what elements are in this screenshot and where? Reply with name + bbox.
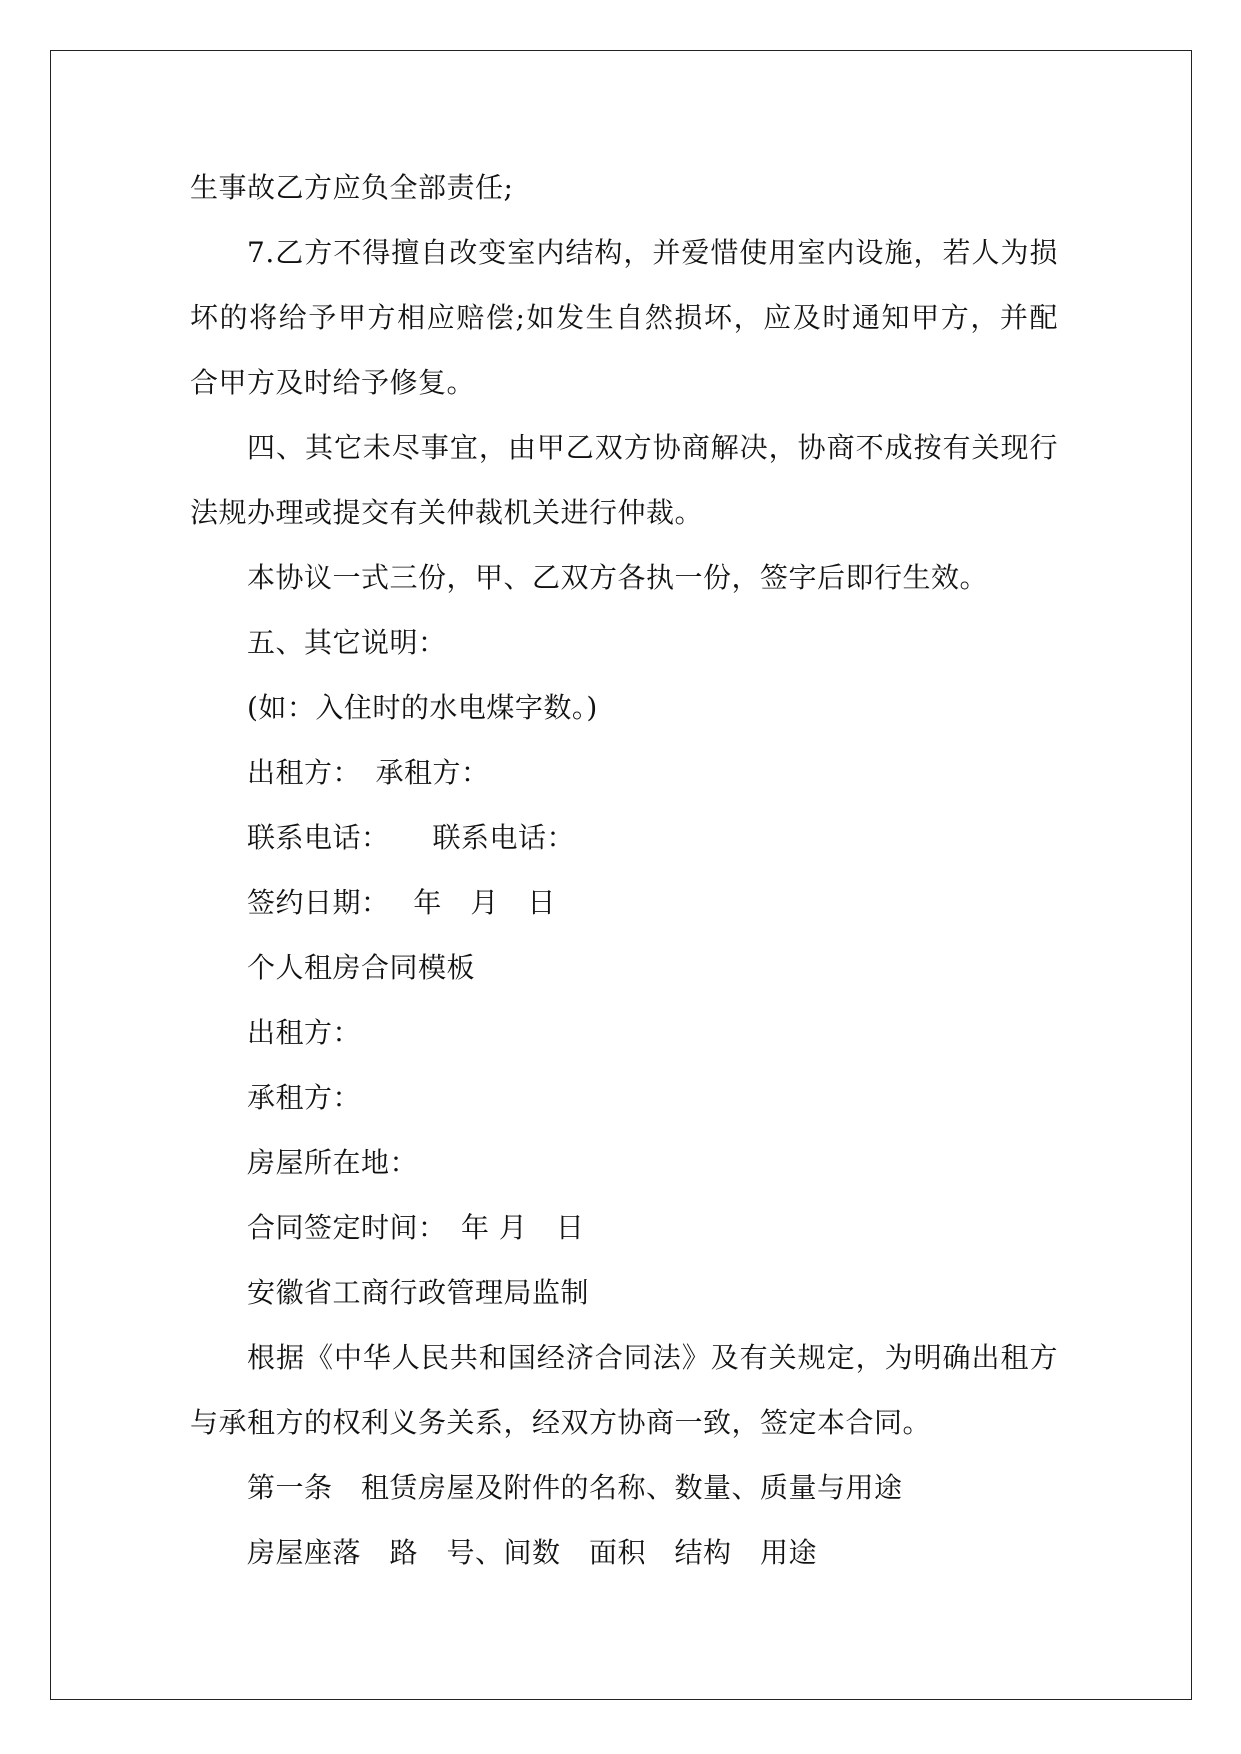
line-21: 第一条 租赁房屋及附件的名称、数量、质量与用途 bbox=[247, 1471, 903, 1504]
line-6: 法规办理或提交有关仲裁机关进行仲裁。 bbox=[190, 496, 704, 529]
line-22: 房屋座落 路 号、间数 面积 结构 用途 bbox=[247, 1536, 818, 1569]
line-17: 合同签定时间： 年 月 日 bbox=[247, 1211, 585, 1244]
line-11: 联系电话： 联系电话： bbox=[247, 821, 576, 854]
line-13: 个人租房合同模板 bbox=[247, 951, 476, 984]
line-18: 安徽省工商行政管理局监制 bbox=[247, 1276, 590, 1309]
line-15: 承租方： bbox=[247, 1081, 362, 1114]
line-1: 生事故乙方应负全部责任; bbox=[190, 171, 514, 204]
line-20: 与承租方的权利义务关系，经双方协商一致，签定本合同。 bbox=[190, 1406, 932, 1439]
line-4: 合甲方及时给予修复。 bbox=[190, 366, 476, 399]
line-19: 根据《中华人民共和国经济合同法》及有关规定，为明确出租方 bbox=[247, 1341, 1058, 1374]
line-5: 四、其它未尽事宜，由甲乙双方协商解决，协商不成按有关现行 bbox=[247, 431, 1058, 464]
line-7: 本协议一式三份，甲、乙双方各执一份，签字后即行生效。 bbox=[247, 561, 989, 594]
line-16: 房屋所在地： bbox=[247, 1146, 419, 1179]
line-14: 出租方： bbox=[247, 1016, 362, 1049]
line-10: 出租方： 承租方： bbox=[247, 756, 490, 789]
line-3: 坏的将给予甲方相应赔偿;如发生自然损坏，应及时通知甲方，并配 bbox=[190, 301, 1058, 334]
line-9: (如：入住时的水电煤字数。) bbox=[247, 691, 598, 724]
line-2: 7.乙方不得擅自改变室内结构，并爱惜使用室内设施，若人为损 bbox=[247, 236, 1058, 269]
line-8: 五、其它说明： bbox=[247, 626, 447, 659]
line-12: 签约日期： 年 月 日 bbox=[247, 886, 556, 919]
document-body bbox=[190, 155, 1058, 1585]
